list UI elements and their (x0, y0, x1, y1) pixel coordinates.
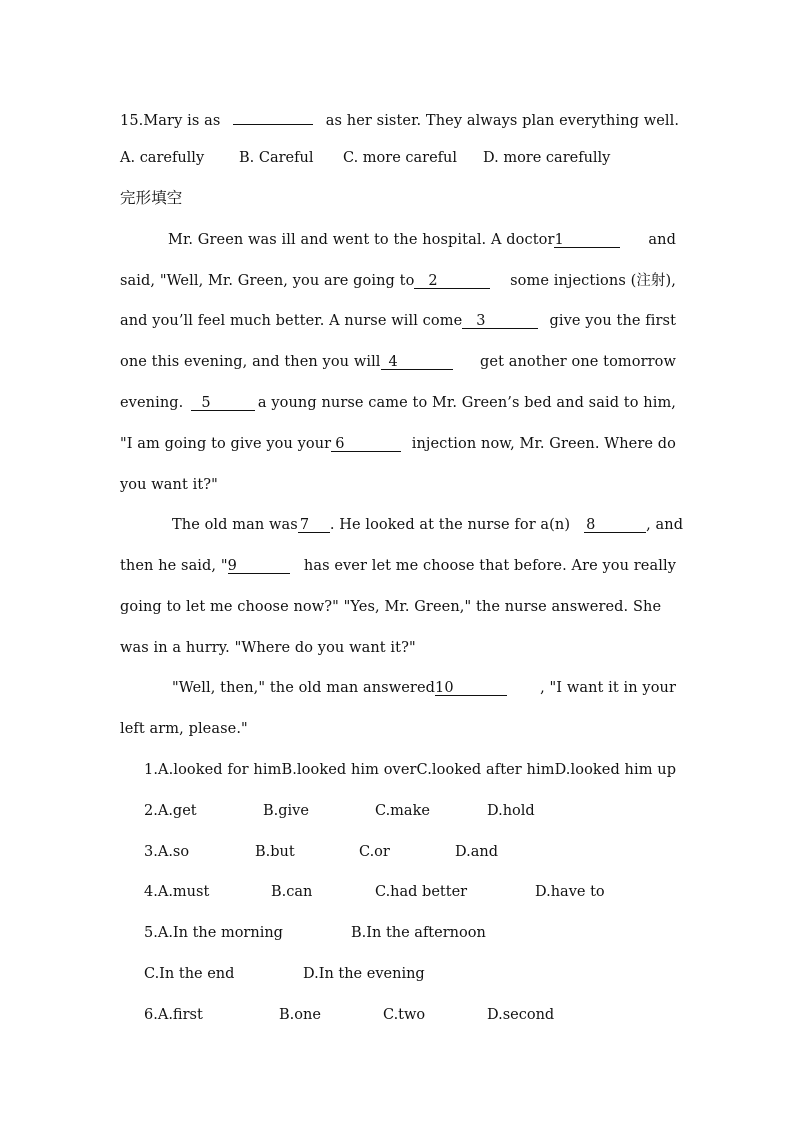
option-c: C.make (375, 803, 430, 819)
passage-text: some injections (注射), (510, 273, 676, 289)
passage-blank-5 (191, 393, 255, 411)
option-b: B.can (271, 884, 313, 900)
option-b: B.looked him over (281, 762, 417, 778)
passage-text: said, "Well, Mr. Green, you are going to (120, 273, 415, 289)
option-number: 2. (144, 803, 158, 819)
passage-text: "Well, then," the old man answered (172, 680, 436, 696)
passage-blank-1 (554, 230, 620, 248)
blank-number: 5 (201, 395, 211, 411)
question-15-stem (120, 107, 680, 129)
passage-text: a young nurse came to Mr. Green’s bed and said to him, (257, 395, 676, 411)
option-number: 5. (144, 925, 158, 941)
passage-text: and you’ll feel much better. A nurse will come (120, 313, 463, 329)
passage-blank-4 (381, 352, 453, 370)
passage-line (120, 434, 676, 454)
blank-number: 7 (299, 517, 310, 533)
passage-text: injection now, Mr. Green. Where do (411, 436, 676, 452)
option-d: D.second (487, 1007, 555, 1023)
blank-number: 3 (476, 313, 486, 329)
passage-line: left arm, please." (120, 721, 248, 737)
options-row-1 (144, 760, 676, 780)
passage-blank-7 (298, 515, 330, 533)
passage-text: get another one tomorrow (480, 354, 676, 370)
question-15-stem-before: 15.Mary is as (120, 113, 221, 129)
option-d: D.have to (535, 884, 605, 900)
option-number: 1. (144, 762, 159, 778)
option-b: B.give (263, 803, 309, 819)
passage-text: Mr. Green was ill and went to the hospital. A doctor (168, 232, 555, 248)
option-b: B.one (279, 1007, 321, 1023)
option-a: A.get (157, 803, 197, 819)
passage-text: The old man was (172, 517, 298, 533)
option-a: A.looked for him (158, 762, 282, 778)
passage-line (120, 556, 676, 576)
passage-text: one this evening, and then you will (120, 354, 381, 370)
passage-line (120, 271, 676, 291)
option-c: C.looked after him (416, 762, 555, 778)
option-number: 4. (144, 884, 158, 900)
blank-number: 6 (335, 436, 345, 452)
blank-number: 9 (227, 558, 237, 574)
blank-number: 10 (435, 680, 454, 696)
question-15-option-c: C. more careful (343, 150, 458, 166)
option-b: B.In the afternoon (351, 925, 486, 941)
passage-text: then he said, " (120, 558, 228, 574)
blank-number: 2 (428, 273, 438, 289)
question-15-option-a: A. carefully (120, 150, 205, 166)
answer-blank (233, 107, 313, 125)
question-15-option-b: B. Careful (239, 150, 314, 166)
passage-line (120, 311, 676, 331)
passage-text: , "I want it in your (540, 680, 676, 696)
passage-blank-2 (414, 271, 490, 289)
blank-number: 1 (554, 232, 564, 248)
question-15-option-d: D. more carefully (483, 150, 611, 166)
passage-blank-8 (584, 515, 646, 533)
option-d: D.looked him up (554, 762, 677, 778)
question-15-stem-after: as her sister. They always plan everything well. (325, 113, 680, 129)
passage-line: you want it?" (120, 477, 218, 493)
option-a: A.In the morning (157, 925, 283, 941)
option-a: A.so (157, 844, 190, 860)
option-d: D.hold (487, 803, 535, 819)
options-row-5-a (144, 923, 283, 943)
option-b: B.but (255, 844, 295, 860)
options-row-6-a (144, 1005, 203, 1025)
passage-line: going to let me choose now?" "Yes, Mr. Green," the nurse answered. She (120, 599, 662, 615)
passage-line (172, 678, 676, 698)
option-c: C.two (383, 1007, 426, 1023)
passage-line: was in a hurry. "Where do you want it?" (120, 640, 416, 656)
passage-text: . He looked at the nurse for a(n) (329, 517, 571, 533)
option-number: 3. (144, 844, 158, 860)
passage-blank-6 (331, 434, 401, 452)
passage-line (168, 230, 676, 250)
passage-text: and (648, 232, 676, 248)
passage-blank-9 (228, 556, 290, 574)
passage-line (172, 515, 684, 535)
option-number: 6. (144, 1007, 158, 1023)
passage-line (120, 393, 676, 413)
passage-line (120, 352, 676, 372)
passage-blank-3 (462, 311, 538, 329)
blank-number: 4 (388, 354, 398, 370)
blank-number: 8 (586, 517, 596, 533)
passage-text: has ever let me choose that before. Are you really (303, 558, 676, 574)
option-d: D.In the evening (303, 966, 425, 982)
option-a: A.first (157, 1007, 203, 1023)
options-row-3-a (144, 842, 189, 862)
passage-text: "I am going to give you your (120, 436, 332, 452)
option-c: C.had better (375, 884, 468, 900)
passage-text: evening. (120, 395, 184, 411)
section-title: 完形填空 (120, 189, 183, 207)
passage-text: , and (646, 517, 684, 533)
passage-text: give you the first (549, 313, 676, 329)
option-c: C.or (359, 844, 390, 860)
options-row-4-a (144, 882, 209, 902)
option-c: C.In the end (144, 966, 235, 982)
passage-blank-10 (435, 678, 507, 696)
option-d: D.and (455, 844, 498, 860)
options-row-2-a (144, 801, 197, 821)
option-a: A.must (157, 884, 210, 900)
